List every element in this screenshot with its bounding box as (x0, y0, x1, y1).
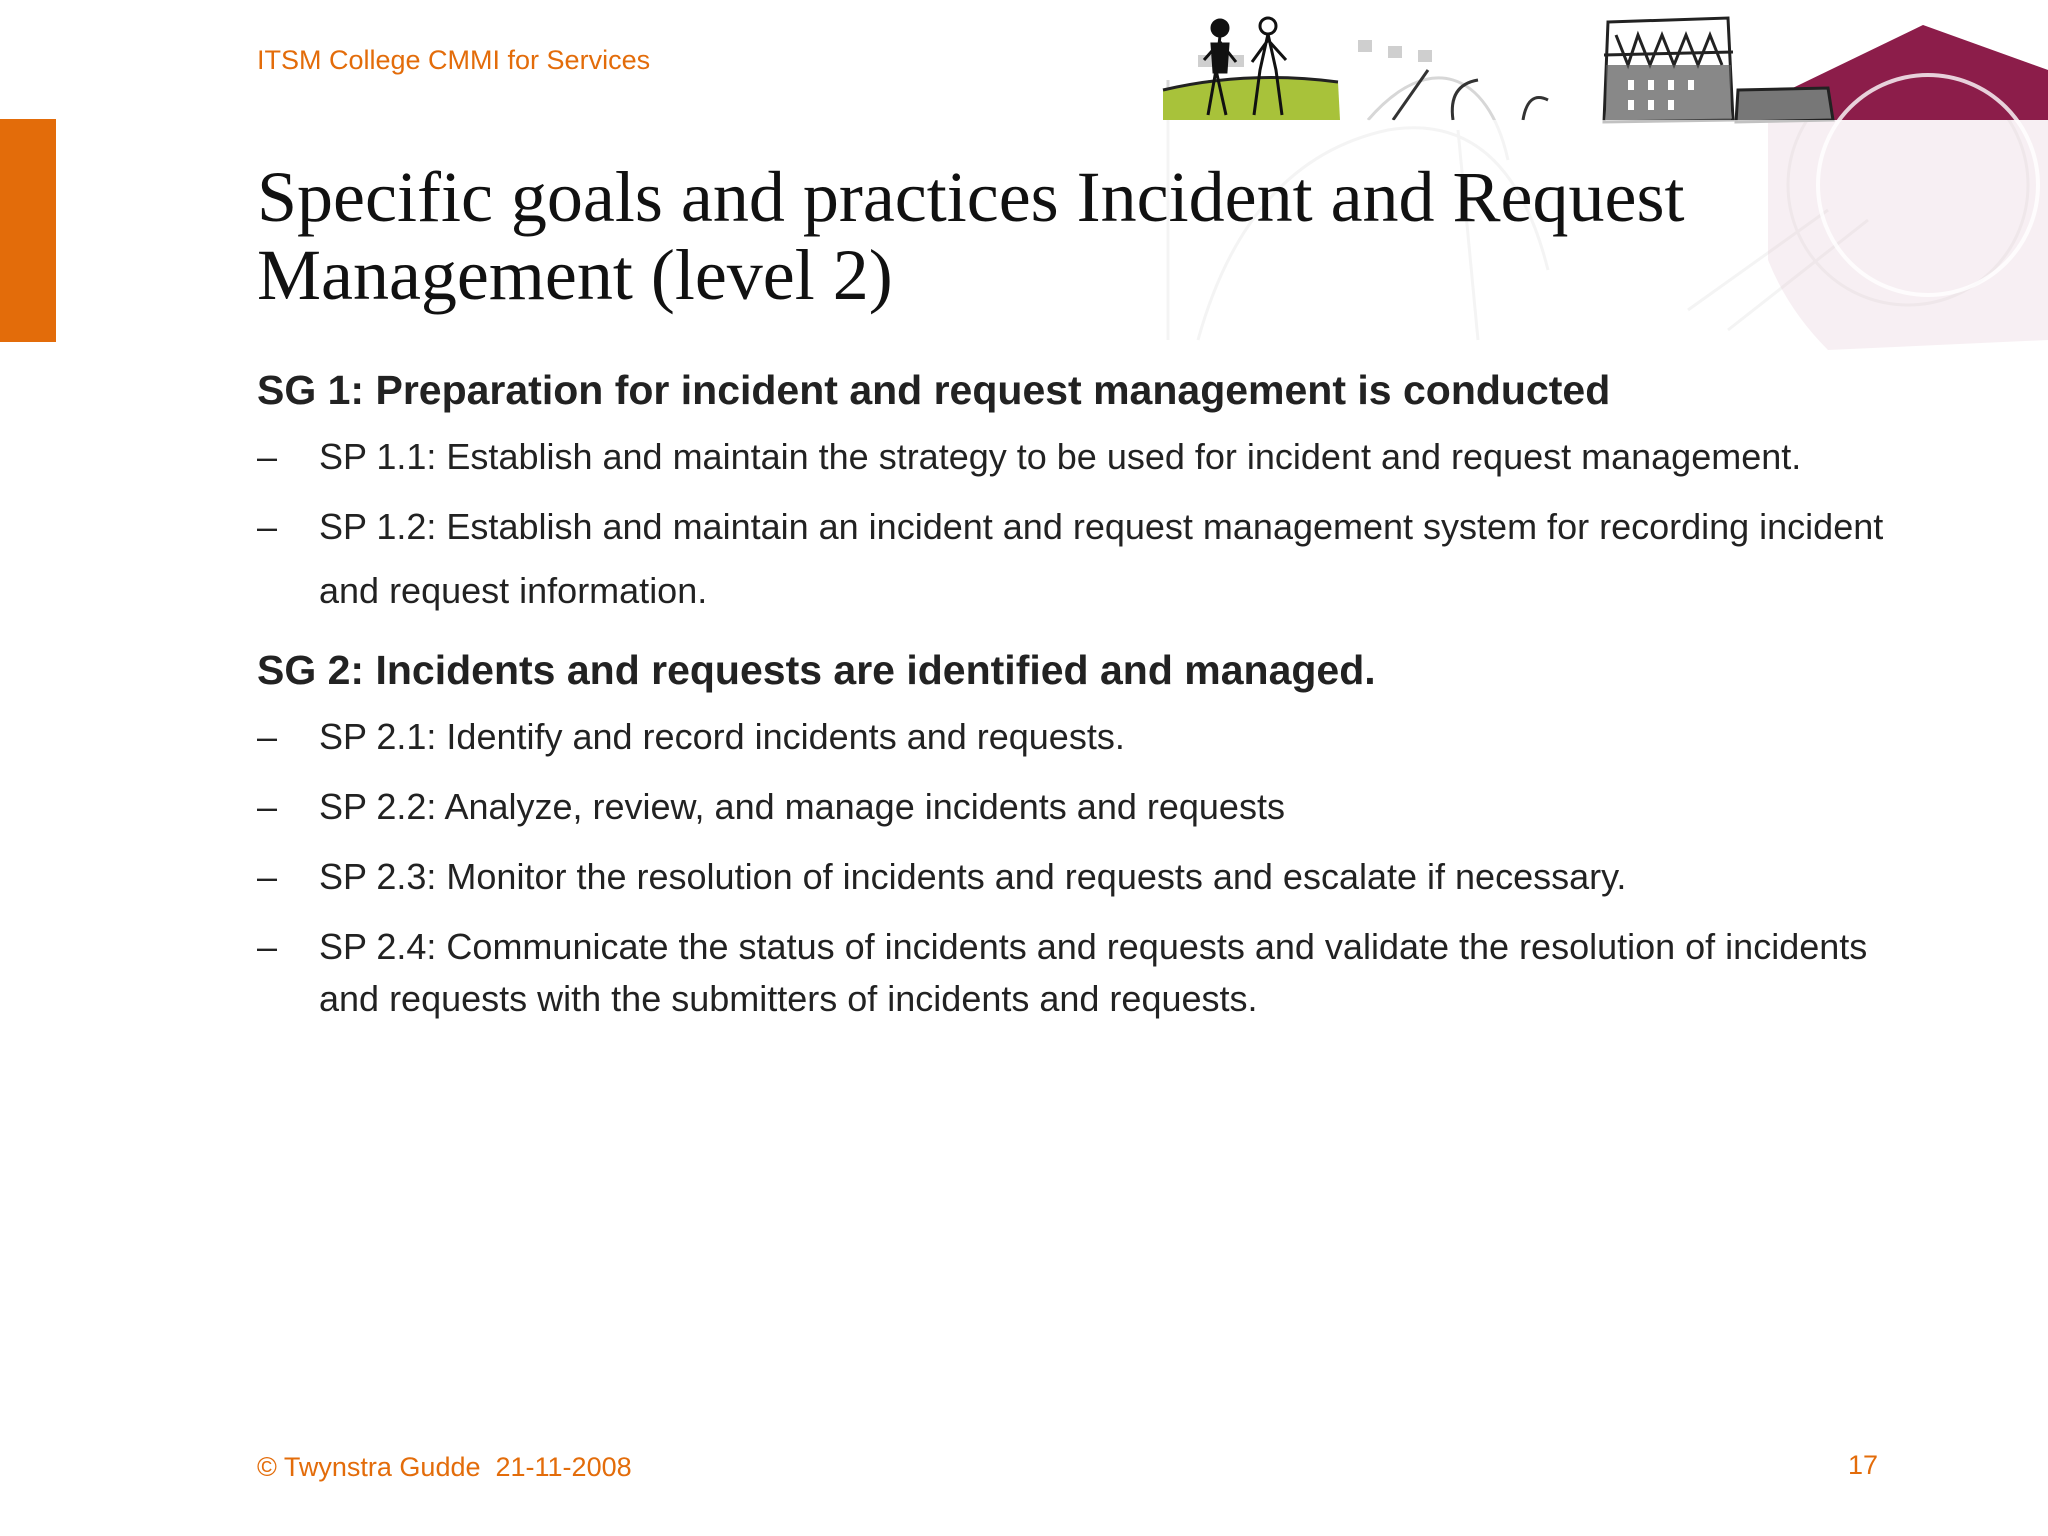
practice-text: SP 1.1: Establish and maintain the strategy to be used for incident and request management. (319, 436, 1802, 477)
practice-item-sp2-1 (257, 711, 1897, 763)
goal-heading-sg1: SG 1: Preparation for incident and request management is conducted (257, 367, 1611, 413)
practice-item-sp2-3 (257, 851, 1897, 903)
practice-item-sp2-2 (257, 781, 1897, 833)
practice-item-sp2-4 (257, 921, 1897, 1025)
dash-bullet: – (257, 926, 278, 967)
page-number: 17 (1848, 1450, 1879, 1480)
footer-copyright: © Twynstra Gudde 21-11-2008 (257, 1452, 632, 1482)
practice-text: SP 2.1: Identify and record incidents and requests. (319, 716, 1125, 757)
slide-content (257, 365, 1897, 1043)
dash-bullet: – (257, 506, 278, 547)
practice-text: SP 1.2: Establish and maintain an incident and request management system for recording incident and request information. (319, 506, 1884, 611)
practice-text: SP 2.4: Communicate the status of incidents and requests and validate the resolution of incidents and requests with the submitters of incidents and requests. (319, 926, 1868, 1019)
header-label: ITSM College CMMI for Services (257, 45, 651, 75)
dash-bullet: – (257, 716, 278, 757)
slide-title-line-2: Management (level 2) (257, 235, 893, 315)
slide-title-line-1: Specific goals and practices Incident and Request (257, 157, 1685, 237)
dash-bullet: – (257, 436, 278, 477)
practice-item-sp1-2 (257, 495, 1897, 623)
practice-item-sp1-1 (257, 431, 1897, 483)
slide-title (257, 158, 1957, 314)
goal-heading-sg2: SG 2: Incidents and requests are identified and managed. (257, 647, 1376, 693)
practice-text: SP 2.2: Analyze, review, and manage incidents and requests (319, 786, 1285, 827)
dash-bullet: – (257, 786, 278, 827)
accent-bar (0, 119, 56, 342)
practice-text: SP 2.3: Monitor the resolution of incidents and requests and escalate if necessary. (319, 856, 1627, 897)
dash-bullet: – (257, 856, 278, 897)
